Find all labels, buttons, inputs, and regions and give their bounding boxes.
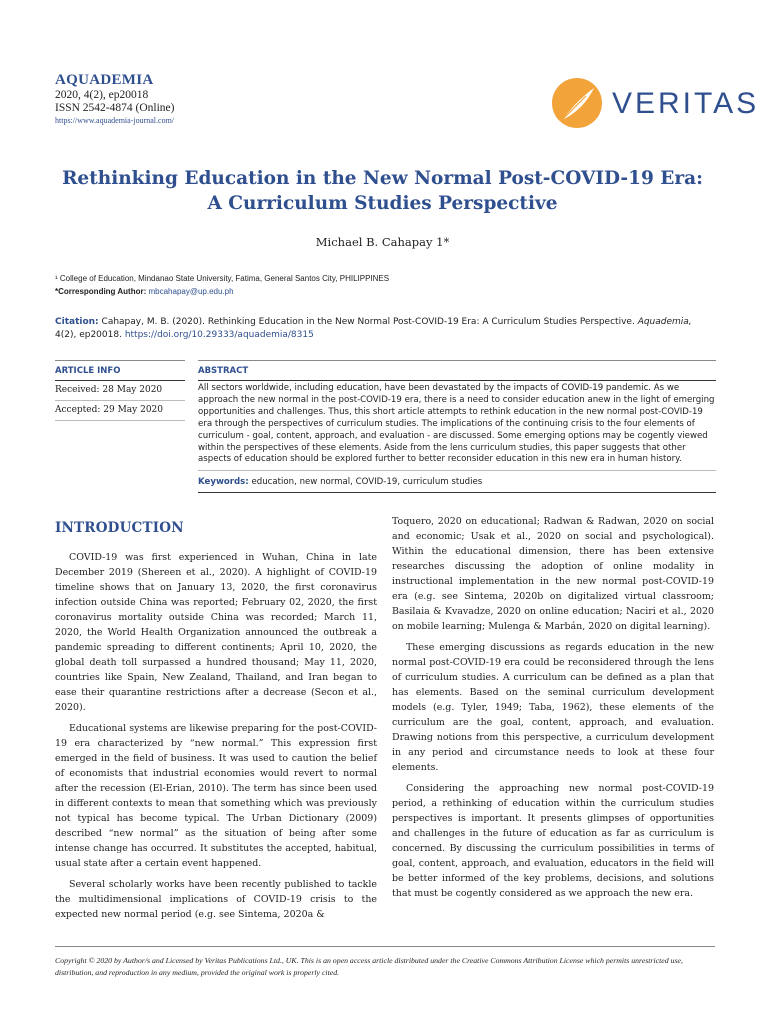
body-column-left (55, 520, 377, 928)
article-info (55, 360, 185, 421)
citation-doi-link[interactable]: https://doi.org/10.29333/aquademia/8315 (124, 330, 314, 340)
corresponding-email-link[interactable]: mbcahapay@up.edu.ph (148, 287, 234, 296)
citation-block (55, 316, 715, 342)
introduction-heading: INTRODUCTION (55, 520, 184, 536)
article-info-heading: ARTICLE INFO (55, 360, 185, 381)
journal-url-link[interactable]: https://www.aquademia-journal.com/ (55, 116, 175, 125)
body-paragraph: Several scholarly works have been recently published to tackle the multidimensional implications of COVID-19 crisis to the expected new normal period (e.g. see Sintema, 2020a & (55, 879, 377, 920)
body-paragraph: These emerging discussions as regards education in the new normal post-COVID-19 era could be reconsidered through the lens of curriculum studies. A curriculum can be defined as a plan that has elements. Based on the seminal curriculum development models (e.g. Tyler, 1949; Taba, 1962), these elements of the curriculum are the goal, content, approach, and evaluation. Drawing notions from this perspective, a curriculum development in any period and circumstance needs to look at these four elements. (392, 642, 714, 773)
feather-icon (556, 84, 598, 124)
body-column-right (392, 514, 714, 907)
journal-header (55, 72, 174, 127)
journal-name: AQUADEMIA (55, 72, 154, 88)
article-title: Rethinking Education in the New Normal Post-COVID-19 Era: A Curriculum Studies Perspective (62, 168, 703, 214)
received-date: Received: 28 May 2020 (55, 381, 185, 401)
copyright-footer: Copyright © 2020 by Author/s and Licensed by Veritas Publications Ltd., UK. This is an open access article distributed under the Creative Commons Attribution License which permits unrestricted use, distribution, and reproduction in any medium, provided the original work is properly cited. (55, 946, 715, 979)
abstract-text: All sectors worldwide, including education, have been devastated by the impacts of COVID-19 pandemic. As we approach the new normal in the post-COVID-19 era, there is a need to consider education anew in the light of emerging opportunities and challenges. Thus, this short article attempts to rethink education in the new normal post-COVID-19 era through the perspectives of curriculum studies. The implications of the continuing crisis to the four elements of curriculum - goal, content, approach, and evaluation - are discussed. Some emerging options may be cogently viewed within the perspectives of these elements. Aside from the lens curriculum studies, this paper suggests that other aspects of education should be explored further to better reconsider education in this new era in human history. (198, 381, 716, 471)
author-name: Michael B. Cahapay 1* (315, 235, 450, 249)
logo-text: VERITAS (612, 87, 760, 120)
accepted-date: Accepted: 29 May 2020 (55, 401, 185, 421)
keywords-label: Keywords: (198, 477, 249, 488)
affiliation-block (55, 272, 715, 298)
citation-journal: Aquademia, (637, 317, 692, 327)
keywords-list: education, new normal, COVID-19, curriculum studies (251, 477, 483, 488)
abstract-section (198, 360, 716, 493)
abstract-heading: ABSTRACT (198, 360, 716, 381)
body-paragraph-continued: Toquero, 2020 on educational; Radwan & Radwan, 2020 on social and economic; Usak et al., 2020 on social and psychological). Within the educational dimension, there has been extensive researches discussing the adoption of online modality in instructional implementation in the new normal post-COVID-19 era (e.g. see Sintema, 2020b on digitalized virtual classroom; Basilaia & Kvavadze, 2020 on online education; Naciri et al., 2020 on mobile learning; Mulenga & Marbán, 2020 on digital learning). (392, 516, 714, 632)
keywords-line (198, 471, 716, 493)
corresponding-author (55, 285, 715, 298)
body-paragraph: Educational systems are likewise preparing for the post-COVID-19 era characterized by “new normal.” This expression first emerged in the field of business. It was used to caution the belief of economists that industrial economies would revert to normal after the recession (El-Erian, 2010). The term has since been used in different contexts to mean that something which was previously not typical has become typical. The Urban Dictionary (2009) described “new normal” as the situation of being after some intense change has occurred. It substitutes the accepted, habitual, usual state after a certain event happened. (55, 723, 377, 869)
journal-volume: 2020, 4(2), ep20018 (55, 89, 149, 101)
body-paragraph: COVID-19 was first experienced in Wuhan, China in late December 2019 (Shereen et al., 2020). A highlight of COVID-19 timeline shows that on January 13, 2020, the first coronavirus infection outside China was reported; February 02, 2020, the first coronavirus mortality outside China was recorded; March 11, 2020, the World Health Organization announced the outbreak a pandemic spreading to different continents; April 10, 2020, the global death toll surpassed a hundred thousand; May 11, 2020, countries like Spain, New Zealand, Thailand, and Iran began to ease their quarantine restrictions after a decrease (Secon et al., 2020). (55, 552, 377, 713)
citation-volume: 4(2), ep20018. (55, 330, 122, 340)
corresponding-label: *Corresponding Author: (55, 287, 147, 296)
publisher-logo (552, 78, 760, 128)
citation-label: Citation: (55, 317, 99, 327)
affiliation-line: ¹ College of Education, Mindanao State University, Fatima, General Santos City, PHILIPPINES (55, 274, 390, 283)
body-paragraph: Considering the approaching new normal post-COVID-19 period, a rethinking of education within the curriculum studies perspectives is important. It presents glimpses of opportunities and challenges in the future of education as far as curriculum is concerned. By discussing the curriculum possibilities in terms of goal, content, approach, and evaluation, educators in the field will be better informed of the key problems, decisions, and solutions that must be cogently considered as we approach the new era. (392, 783, 714, 899)
journal-issn: ISSN 2542-4874 (Online) (55, 102, 175, 114)
citation-text: Cahapay, M. B. (2020). Rethinking Education in the New Normal Post-COVID-19 Era: A Curriculum Studies Perspective. (101, 317, 635, 327)
